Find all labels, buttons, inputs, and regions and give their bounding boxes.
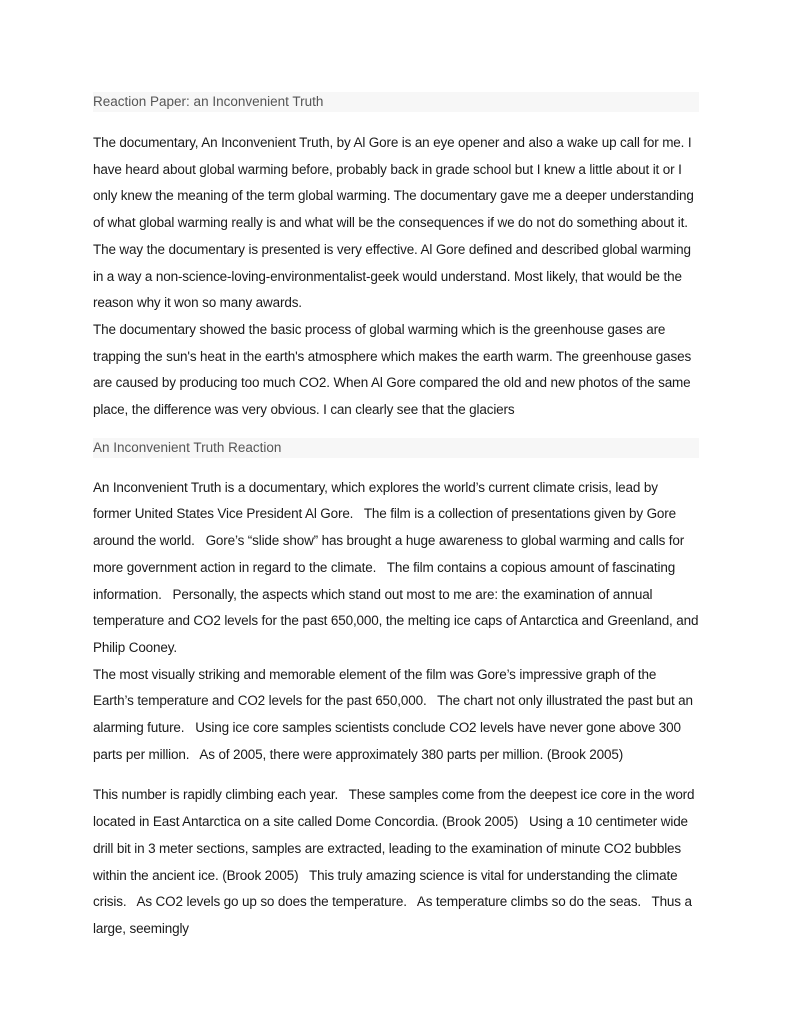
paragraph: This number is rapidly climbing each year. These samples come from the deepest ice core in the word located in East Antarctica on a site called Dome Concordia. (Brook 2005) Using a 10 centimeter wide drill bit in 3 meter sections, samples are extracted, leading to the examination of minute CO2 bubbles within the ancient ice. (Brook 2005) This truly amazing science is vital for understanding the climate crisis. As CO2 levels go up so does the temperature. As temperature climbs so do the seas. Thus a large, seemingly xyxy=(93,787,698,936)
paragraph: The most visually striking and memorable element of the film was Gore’s impressive graph of the Earth’s temperature and CO2 levels for the past 650,000. The chart not only illustrated the past but an alarming future. Using ice core samples scientists conclude CO2 levels have never gone above 300 parts per million. As of 2005, there were approximately 380 parts per million. (Brook 2005) xyxy=(93,666,697,762)
paragraph: The documentary showed the basic process of global warming which is the greenhouse gases are trapping the sun's heat in the earth's atmosphere which makes the earth warm. The greenhouse gases are caused by producing too much CO2. When Al Gore compared the old and new photos of the same place, the difference was very obvious. I can clearly see that the glaciers xyxy=(93,321,695,418)
document-page xyxy=(93,92,702,943)
section-body xyxy=(93,130,699,424)
paragraph: An Inconvenient Truth is a documentary, which explores the world’s current climate crisis, lead by former United States Vice President Al Gore. The film is a collection of presentations given by Gore around the world. Gore’s “slide show” has brought a huge awareness to global warming and calls for more government action in regard to the climate. The film contains a copious amount of fascinating information. Personally, the aspects which stand out most to me are: the examination of annual temperature and CO2 levels for the past 650,000, the melting ice caps of Antarctica and Greenland, and Philip Cooney. xyxy=(93,479,702,655)
section-heading: Reaction Paper: an Inconvenient Truth xyxy=(93,92,699,112)
paragraph: The documentary, An Inconvenient Truth, by Al Gore is an eye opener and also a wake up call for me. I have heard about global warming before, probably back in grade school but I knew a little about it or I only knew the meaning of the term global warming. The documentary gave me a deeper understanding of what global warming really is and what will be the consequences if we do not do something about it. The way the documentary is presented is very effective. Al Gore defined and described global warming in a way a non-science-loving-environmentalist-geek would understand. Most likely, that would be the reason why it won so many awards. xyxy=(93,135,698,311)
section-heading: An Inconvenient Truth Reaction xyxy=(93,438,699,458)
section-body xyxy=(93,475,702,943)
